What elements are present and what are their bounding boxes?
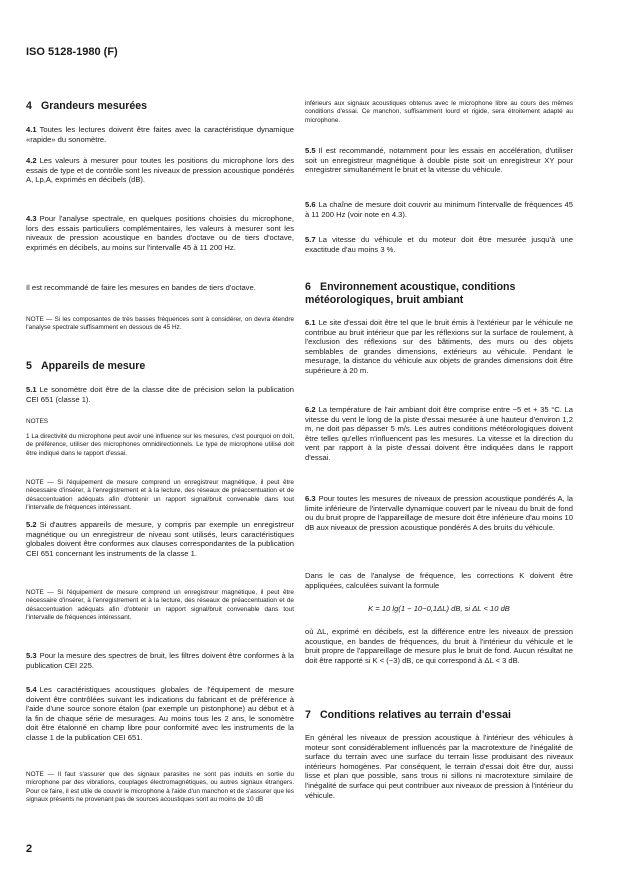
page-number: 2 xyxy=(26,843,33,855)
paragraph-6-3-definition: où ΔL, exprimé en décibels, est la différence entre les niveaux de pression acoustique, en bandes de fréquences, du bruit à l'intérieur du véhicule et le bruit propre de l'appareillage de mesure plus le bruit de fond. Aucun résultat ne doit être rapporté si K < (−3) dB, ce qui correspond à ΔL < 3 dB. xyxy=(305,627,573,665)
note-continuation: inférieurs aux signaux acoustiques obtenus avec le microphone libre au cours des mêmes conditions d'essai. Ce manchon, suffisamment lourd et rigide, sera étroitement adapté au microphone. xyxy=(305,100,573,124)
paragraph-7: En général les niveaux de pression acoustique à l'intérieur des véhicules à moteur sont considérablement influencés par la macrotexture de l'inégalité de surface du terrain avec une surface du terrain lisse produisant des niveaux intérieurs homogènes. Par conséquent, le terrain d'essai doit être dur, aussi lisse et plan que possible, sans trous ni sillons ni macrotexture similaire de l'inégalité de surface qui peut contribuer aux niveaux de pression à l'intérieur du véhicule. xyxy=(305,733,573,800)
paragraph-5-4: 5.4 Les caractéristiques acoustiques globales de l'équipement de mesure doivent être contrôlées suivant les indications du fabricant et de préférence à l'aide d'une source sonore étalon (par exemple un pistonphone) au début et à la fin de chaque série de mesurages. Au moins tous les 2 ans, le sonomètre doit être étalonné en champ libre pour conformité avec les instruments de la classe 1 de la publication CEI 651. xyxy=(26,685,294,742)
document-header: ISO 5128-1980 (F) xyxy=(26,46,118,58)
notes-heading: NOTES xyxy=(26,418,49,425)
section-7-title: 7 Conditions relatives au terrain d'essai xyxy=(305,709,511,721)
note-5-1: 1 La directivité du microphone peut avoir une influence sur les mesures, c'est pourquoi on doit, de préférence, utiliser des microphones omnidirectionnels. Le type de microphone utilisé doit être indiqué dans le rapport d'essai. xyxy=(26,433,294,457)
paragraph-6-2: 6.2 La température de l'air ambiant doit être comprise entre −5 et + 35 °C. La vitesse du vent le long de la piste d'essai mesurée à une hauteur d'environ 1,2 m, ne doit pas dépasser 5 m/s. Les autres conditions météorologiques doivent être telles qu'elles n'influencent pas les mesures. La vitesse et la direction du vent par rapport à la piste d'essai doivent être indiquées dans le rapport d'essai. xyxy=(305,405,573,462)
paragraph-4-1: 4.1 Toutes les lectures doivent être faites avec la caractéristique dynamique «rapide» du sonomètre. xyxy=(26,125,294,144)
paragraph-6-3: 6.3 Pour toutes les mesures de niveaux de pression acoustique pondérés A, la limite inférieure de l'intervalle dynamique couvert par le niveau du bruit de fond ou du bruit propre de l'appareillage de mesure doit être inférieure d'au moins 10 dB aux niveaux de pression acoustique pondérés A des bruits du véhicule. xyxy=(305,494,573,532)
note-5-2: NOTE — Si l'équipement de mesure comprend un enregistreur magnétique, il peut être nécessaire d'insérer, à l'enregistrement et à la lecture, des réseaux de préaccentuation et de désaccentuation adéquats afin d'obtenir un rapport signal/bruit convenable dans tout l'intervalle de fréquences intéressant. xyxy=(26,479,294,512)
paragraph-4-2: 4.2 Les valeurs à mesurer pour toutes les positions du microphone lors des essais de type et de contrôle sont les niveaux de pression acoustique pondérés A, Lp,A, exprimés en décibels (dB). xyxy=(26,156,294,185)
section-6-title: 6 Environnement acoustique, conditions météorologiques, bruit ambiant xyxy=(305,281,516,306)
paragraph-4-3-recommendation: Il est recommandé de faire les mesures en bandes de tiers d'octave. xyxy=(26,283,256,292)
section-5-title: 5 Appareils de mesure xyxy=(26,360,146,372)
paragraph-5-2: 5.2 Si d'autres appareils de mesure, y compris par exemple un enregistreur magnétique ou un enregistreur de niveau sont utilisés, leurs caractéristiques globales doivent être conformes aux clauses correspondantes de la publication CEI 651 concernant les instruments de la classe 1. xyxy=(26,520,294,558)
paragraph-5-1: 5.1 Le sonomètre doit être de la classe dite de précision selon la publication CEI 651 (classe 1). xyxy=(26,385,294,404)
section-4-title: 4 Grandeurs mesurées xyxy=(26,100,147,112)
paragraph-6-3-corrections: Dans le cas de l'analyse de fréquence, les corrections K doivent être appliquées, calculées suivant la formule xyxy=(305,571,573,590)
paragraph-4-3: 4.3 Pour l'analyse spectrale, en quelques positions choisies du microphone, lors des essais particuliers complémentaires, les valeurs à mesurer sont les niveaux de pression acoustique en bandes d'octave ou de tiers d'octave, exprimés en décibels, au moins sur l'intervalle 45 à 11 200 Hz. xyxy=(26,214,294,252)
note-4: NOTE — Si les composantes de très basses fréquences sont à considérer, on devra étendre l'analyse spectrale suffisamment en dessous de 45 Hz. xyxy=(26,316,294,332)
paragraph-5-3: 5.3 Pour la mesure des spectres de bruit, les filtres doivent être conformes à la publication CEI 225. xyxy=(26,651,294,670)
paragraph-5-6: 5.6 La chaîne de mesure doit couvrir au minimum l'intervalle de fréquences 45 à 11 200 Hz (voir note en 4.3). xyxy=(305,200,573,219)
note-5-2-recorder: NOTE — Si l'équipement de mesure comprend un enregistreur magnétique, il peut être nécessaire d'insérer, à l'enregistrement et à la lecture, des réseaux de préaccentuation et de désaccentuation adéquats afin d'obtenir un rapport signal/bruit convenable dans tout l'intervalle de fréquences intéressant. xyxy=(26,589,294,622)
paragraph-6-1: 6.1 Le site d'essai doit être tel que le bruit émis à l'extérieur par le véhicule ne contribue au bruit intérieur que par les réflexions sur la surface de roulement, à l'exclusion des réflexions sur des bâtiments, des murs ou des objets semblables de grandes dimensions, extérieurs au véhicule. Pendant le mesurage, la distance du véhicule aux objets de grandes dimensions doit être supérieure à 20 m. xyxy=(305,318,573,375)
paragraph-5-7: 5.7 La vitesse du véhicule et du moteur doit être mesurée jusqu'à une exactitude d'au moins 3 %. xyxy=(305,235,573,254)
paragraph-5-5: 5.5 Il est recommandé, notamment pour les essais en accélération, d'utiliser soit un enregistreur magnétique à double piste soit un enregistreur XY pour enregistrer simultanément le bruit et la vitesse du véhicule. xyxy=(305,146,573,175)
correction-formula: K = 10 lg(1 − 10−0,1ΔL) dB, si ΔL < 10 dB xyxy=(368,604,510,613)
note-5-4: NOTE — Il faut s'assurer que des signaux parasites ne sont pas induits en sortie du microphone par des vibrations, couplages électromagnétiques, ou autres signaux étrangers. Pour ce faire, il est utile de couvrir le microphone à l'aide d'un manchon et de s'assurer que les signaux présents ne provenant pas de sources acoustiques sont au moins de 10 dB xyxy=(26,771,294,804)
